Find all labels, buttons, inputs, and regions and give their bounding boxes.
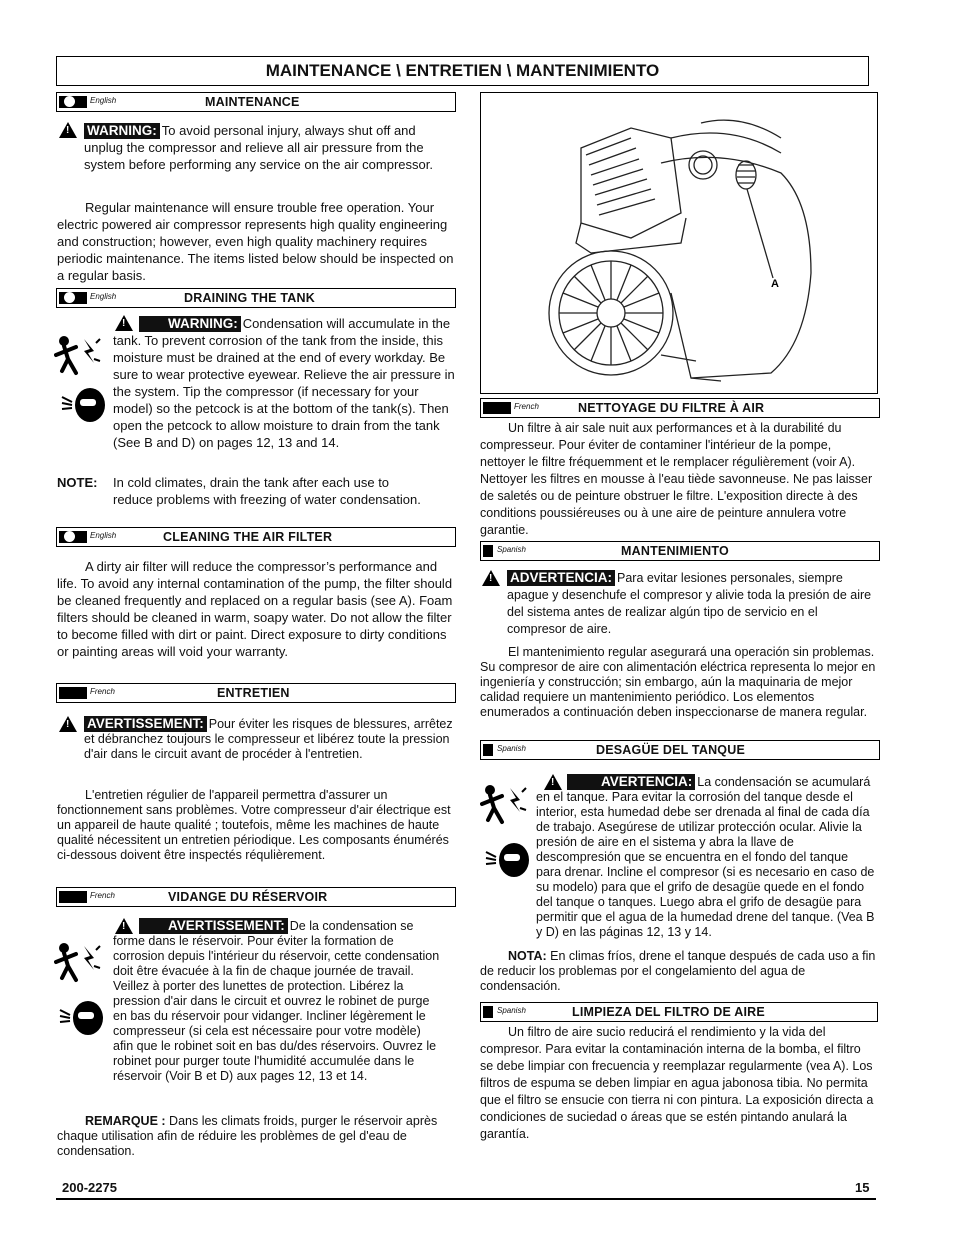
warning-triangle-icon [482,570,500,586]
warning-triangle-icon [59,122,77,138]
warning-triangle-icon [59,716,77,732]
section-header-vidange [56,887,456,907]
tank-burst-hazard-icon [480,782,528,830]
page-number: 15 [855,1180,870,1195]
maintenance-warning: WARNING: To avoid personal injury, always shut off and unplug the compressor and relieve all air pressure from the system before performing any service on the air compressor. [84,123,433,172]
eye-protection-icon [484,842,530,878]
section-header-cleaning-air-filter [56,527,456,547]
entretien-warning: AVERTISSEMENT: Pour éviter les risques de blessures, arrêtez et débranchez toujours le compresseur et libérez toute la pression d'air dans le circuit avant de procéder à l'entretien. [84,716,453,761]
section-header-maintenance [56,92,456,112]
section-header-mantenimiento [480,541,880,561]
eye-protection-icon [58,1000,104,1036]
section-title: MAINTENANCE [205,95,300,109]
section-title: ENTRETIEN [217,686,290,700]
section-title: MANTENIMIENTO [621,544,729,558]
desague-warning: AVERTENCIA: La condensación se acumulará en el tanque. Para evitar la corrosión del tanque desde el interior, esta humedad debe ser drenada al final de cada día de trabajo. Asegúrese de utilizar protección ocular. Alivie la presión de aire en el sistema y abra la llave de descompresión que se encuentra en el fondo del tanque para drenar. Incline el compresor (si es necesario en caso de su modelo) para que el grifo de desagüe quede en el fondo del tanque o tanques. Luego abra el grifo de desagüe para permitir que el agua de la humedad drene del tanque. (Vea B y D) en las páginas 12, 13 y 14. [536,774,875,939]
vidange-warning: AVERTISSEMENT: De la condensation se forme dans le réservoir. Pour éviter la formation de corrosion depuis l'intérieur du réservoir, cette condensation doit être évacuée à la fin de chaque journée de travail. Veillez à porter des lunettes de protection. Libérez la pression d'air dans le circuit et ouvrez le robinet de purge en bas du réservoir pour vidanger. Incliner légèrement le compresseur (si cela est nécessaire pour votre modèle) afin que le robinet soit en bas du/des réservoirs. Ouvrez le robinet pour purger toute l'humidité accumulée dans le réservoir (Voir B et D) aux pages 12, 13 et 14. [113,918,440,1083]
document-number: 200-2275 [62,1180,117,1195]
entretien-body: L'entretien régulier de l'appareil permettra d'assurer un fonctionnement sans problèmes. Votre compresseur d'air électrique est un appareil de haute qualité ; toutefois, même les machines de haute qualité nécessitent un entretien périodique. Les composants énumérés ci-dessous doivent être inspectés réqulièrement. [57,788,451,862]
section-header-draining-tank [56,288,456,308]
note-text: In cold climates, drain the tank after each use to reduce problems with freezing of water condensation. [113,475,421,507]
mantenimiento-warning: ADVERTENCIA: Para evitar lesiones personales, siempre apague y desenchufe el compresor y alivie toda la presión de aire del sistema antes de realizar algún tipo de servicio en el compresor de aire. [507,570,872,636]
language-tag: Spanish [483,1005,545,1019]
language-tag: Spanish [483,544,545,558]
section-title: CLEANING THE AIR FILTER [163,530,333,544]
language-tag: English [59,530,121,544]
section-header-nettoyage-filtre [480,398,880,418]
remarque: REMARQUE : Dans les climats froids, purger le réservoir après chaque utilisation afin de réduire les problèmes de gel d'eau de condensation. [57,1114,438,1158]
language-tag: English [59,95,121,109]
note-label: NOTE: [57,475,98,490]
language-tag: Spanish [483,743,545,757]
language-tag: French [483,401,545,415]
air-filter-body: A dirty air filter will reduce the compressor’s performance and life. To avoid any internal contamination of the pump, the filter should be cleaned frequently and replaced on a regular basis (see A). Foam filters should be cleaned in warm, soapy water. Do not allow the filter to become filled with dirt or paint. Direct exposure to dirty conditions or painting areas will void your warranty. [57,559,453,659]
maintenance-body: Regular maintenance will ensure trouble free operation. Your electric powered air compressor represents high quality engineering and construction; however, even high quality machinery requires periodic maintenance. The items listed below should be inspected on a regular basis. [57,200,454,283]
section-title: DRAINING THE TANK [184,291,315,305]
compressor-figure [480,92,878,394]
language-tag: French [59,890,121,904]
section-title: DESAGÜE DEL TANQUE [596,743,745,757]
section-header-limpieza-filtro [480,1002,878,1022]
mantenimiento-body: El mantenimiento regular asegurará una operación sin problemas. Su compresor de aire con alimentación eléctrica representa lo mejor en ingeniería y construcción; sin embargo, aún la maquinaria de mejor calidad requiere un mantenimiento periódico. Los elementos enumerados a continuación deben inspeccionarse de manera regular. [480,645,876,719]
section-header-entretien [56,683,456,703]
compressor-pump-illustration [481,93,877,393]
draining-warning: WARNING: Condensation will accumulate in the tank. To prevent corrosion of the tank from the inside, this moisture must be drained at the end of every workday. Be sure to wear protective eyewear. Relieve the air pressure in the system. Tip the compressor (if necessary for your model) so the petcock is at the bottom of the tank(s). Then open the petcock to allow moisture to drain from the tank (See B and D) on pages 12, 13 and 14. [113,316,455,450]
page-title: MAINTENANCE \ ENTRETIEN \ MANTENIMIENTO [56,56,869,86]
tank-burst-hazard-icon [54,940,102,988]
eye-protection-icon [60,387,106,423]
tank-burst-hazard-icon [54,333,102,381]
section-title: VIDANGE DU RÉSERVOIR [168,890,328,904]
section-title: LIMPIEZA DEL FILTRO DE AIRE [572,1005,765,1019]
language-tag: French [59,686,121,700]
language-tag: English [59,291,121,305]
nettoyage-filtre-body: Un filtre à air sale nuit aux performances et à la durabilité du compresseur. Pour éviter de contaminer l'intérieur de la pompe, nettoyer le filtre fréquemment et le remplacer régulièrement (voir A). Nettoyer les filtres en mousse à l'eau tiède savonneuse. Ne pas laisser de saletés ou de peinture obstruer le filtre. L'exposition directe à des conditions poussiéreuses ou à une aire de peinture annulera votre garantie. [480,421,873,537]
figure-callout-a: A [771,278,779,290]
footer-rule [56,1198,876,1200]
limpieza-filtro-body: Un filtro de aire sucio reducirá el rendimiento y la vida del compresor. Para evitar la contaminación interna de la bomba, el filtro se debe limpiar con frecuencia y reemplazar regularmente (vea A). Los filtros de espuma se deben limpiar en agua jabonosa tibia. No permita que el filtro se ensucie con tierra ni con pintura. La exposición directa a condiciones de suciedad o áreas que se estén pintando anulará la garantía. [480,1025,874,1141]
section-title: NETTOYAGE DU FILTRE À AIR [578,401,765,415]
nota: NOTA: En climas fríos, drene el tanque después de cada uso a fin de reducir los problemas por el congelamiento del agua de condensación. [480,949,876,993]
section-header-desague [480,740,880,760]
